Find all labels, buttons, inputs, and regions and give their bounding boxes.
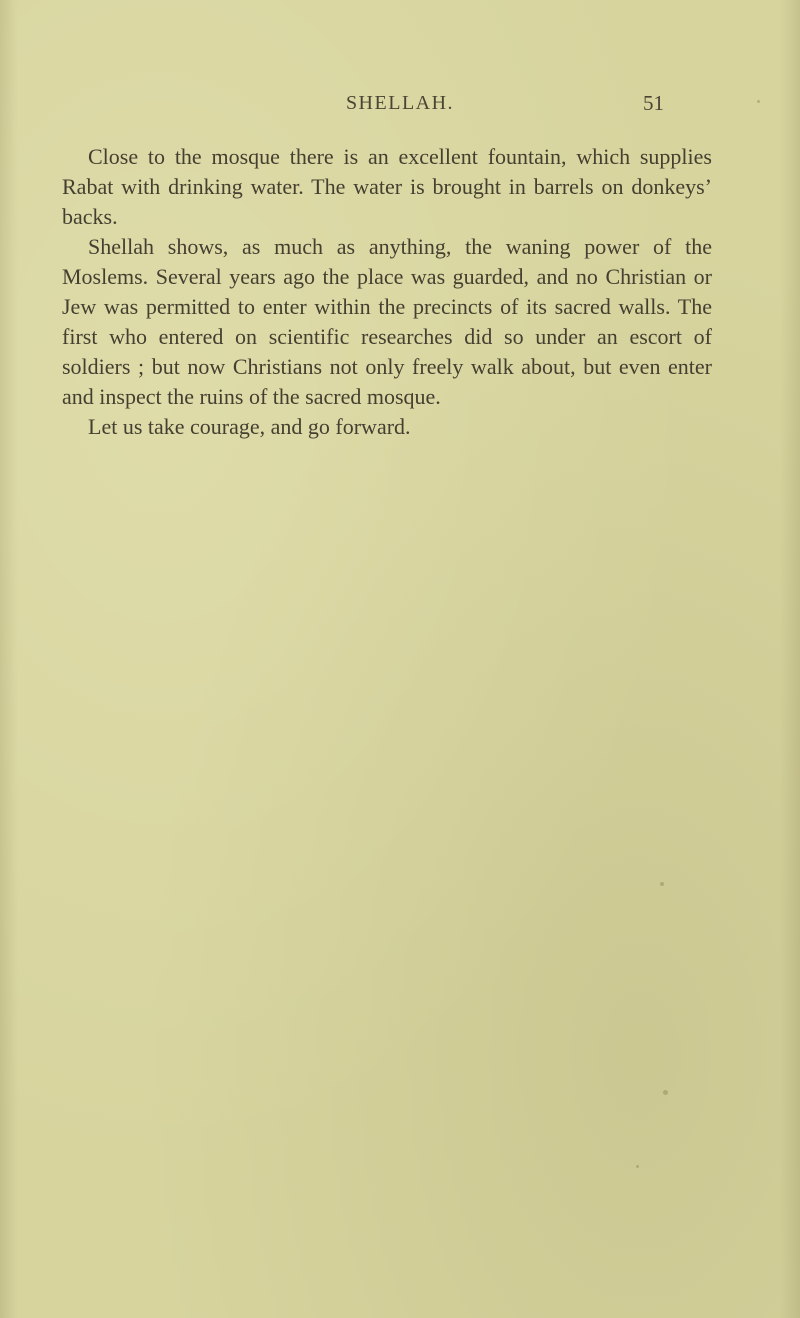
page-header [0, 92, 800, 124]
paper-spot [636, 1165, 639, 1168]
paper-spot [663, 1090, 668, 1095]
paragraph-shellah: Shellah shows, as much as anything, the waning power of the Moslems. Several years ago the place was guarded, and no Christian or Jew was permitted to enter within the precincts of its sacred walls. The first who entered on scientific researches did so under an escort of soldiers ; but now Christians not only freely walk about, but even enter and inspect the ruins of the sacred mosque. [62, 234, 712, 409]
paragraph-courage: Let us take courage, and go forward. [88, 414, 411, 439]
body-text [62, 142, 712, 442]
paper-spot [757, 100, 760, 103]
running-head: SHELLAH. [345, 92, 455, 114]
page-number: 51 [643, 91, 664, 115]
paper-spot [660, 882, 664, 886]
paragraph-fountain: Close to the mosque there is an excellent fountain, which supplies Rabat with drinking water. The water is brought in barrels on donkeys’ backs. [62, 144, 712, 229]
